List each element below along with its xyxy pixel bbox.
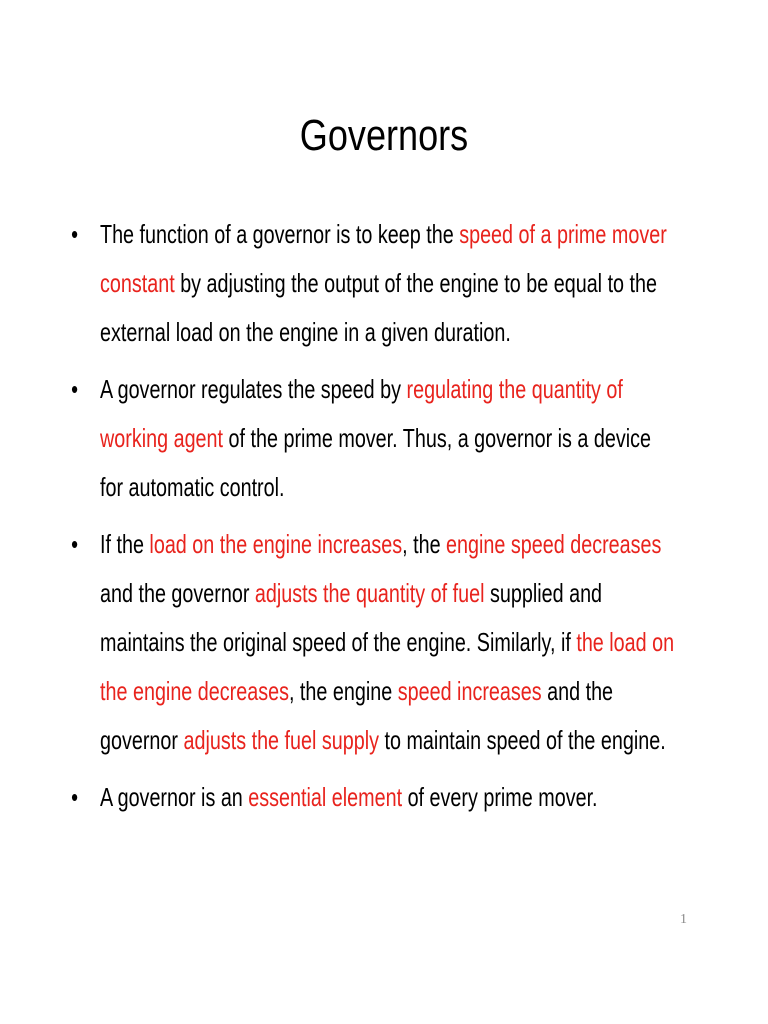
text-segment: A governor is an xyxy=(100,782,249,812)
text-segment: The function of a governor is to keep the xyxy=(100,219,460,249)
bullet-marker: • xyxy=(71,782,79,812)
bullet-text xyxy=(100,219,667,347)
bullet-list xyxy=(62,210,678,830)
highlighted-phrase: load on the engine increases xyxy=(149,529,403,559)
slide-title: Governors xyxy=(299,111,469,160)
highlighted-phrase: the load on the engine decreases xyxy=(100,627,675,706)
text-segment: and the governor xyxy=(100,676,614,755)
text-segment: A governor regulates the speed by xyxy=(100,374,407,404)
text-segment: of the prime mover. Thus, a governor is a device for automatic control. xyxy=(100,423,652,502)
bullet-item xyxy=(62,773,678,822)
highlighted-phrase: speed of a prime mover constant xyxy=(100,219,667,298)
bullet-text xyxy=(100,374,651,502)
bullet-text xyxy=(100,782,598,812)
highlighted-phrase: engine speed decreases xyxy=(446,529,662,559)
bullet-item xyxy=(62,520,678,765)
highlighted-phrase: regulating the quantity of working agent xyxy=(100,374,623,453)
highlighted-phrase: speed increases xyxy=(397,676,542,706)
text-segment: to maintain speed of the engine. xyxy=(379,725,666,755)
text-segment: , the xyxy=(402,529,447,559)
bullet-marker: • xyxy=(71,219,79,249)
text-segment: of every prime mover. xyxy=(402,782,598,812)
bullet-marker: • xyxy=(71,529,79,559)
bullet-item xyxy=(62,365,678,512)
bullet-item xyxy=(62,210,678,357)
bullet-text xyxy=(100,529,674,755)
text-segment: , the engine xyxy=(288,676,398,706)
text-segment: supplied and maintains the original speed of the engine. Similarly, if xyxy=(100,578,603,657)
highlighted-phrase: adjusts the quantity of fuel xyxy=(254,578,485,608)
page-number: 1 xyxy=(680,912,687,927)
highlighted-phrase: essential element xyxy=(248,782,403,812)
text-segment: by adjusting the output of the engine to be equal to the external load on the engine in a given duration. xyxy=(100,268,658,347)
text-segment: and the governor xyxy=(100,578,255,608)
text-segment: If the xyxy=(100,529,150,559)
bullet-marker: • xyxy=(71,374,79,404)
highlighted-phrase: adjusts the fuel supply xyxy=(183,725,380,755)
